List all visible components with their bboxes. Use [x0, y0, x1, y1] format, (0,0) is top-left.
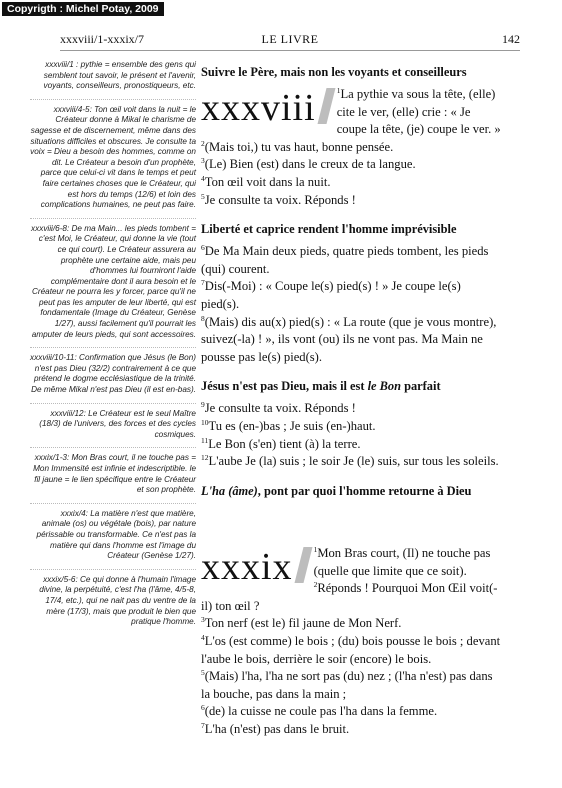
verse-text: Ton nerf (est le) fil jaune de Mon Nerf.: [204, 616, 402, 631]
verse: [201, 174, 501, 192]
note: xxxviii/10-11: Confirmation que Jésus (le Bon) n'est pas Dieu (32/2) contrairement à ce que prétend le dogme ecclésiastique de la trinité. De même Mikal n'est pas Dieu (il est en-bas).: [30, 353, 196, 403]
verse: [201, 615, 501, 633]
section-heading: Suivre le Père, mais non les voyants et conseilleurs: [201, 65, 467, 79]
verse-text: Ton œil voit dans la nuit.: [204, 174, 331, 189]
verse-text: , pont par quoi l'homme retourne à Dieu: [257, 483, 472, 498]
note: xxxix/4: La matière n'est que matière, animale (os) ou végétale (bois), par nature périssable ou transformable. Ce n'est pas la matière qui dans l'homme est l'image du Créateur (Genèse 1/27).: [30, 509, 196, 570]
verse-number: 5: [201, 191, 205, 201]
verse-number: 4: [201, 632, 205, 642]
verse-text: Dis(-Moi) : « Coupe le(s) pied(s) ! » Je coupe le(s) pied(s).: [201, 279, 461, 311]
note: xxxviii/12: Le Créateur est le seul Maître (18/3) de l'univers, des forces et des cycles cosmiques.: [30, 409, 196, 449]
verse: [201, 243, 501, 278]
verse: [201, 156, 501, 174]
book-title: LE LIVRE: [261, 32, 319, 46]
verse-text: Réponds ! Pourquoi Mon Œil voit(-il) ton œil ?: [201, 581, 498, 613]
note: xxxix/5-6: Ce qui donne à l'humain l'image divine, la perpétuité, c'est l'ha (l'âme, 4/5-8, 17/4, etc.), qui ne nait pas du ventre de la mère (17/3), mais que produit le bien que pratique l'homme.: [39, 574, 196, 627]
verse-number: 11: [201, 435, 209, 445]
verse-number: 3: [201, 156, 205, 166]
verse-text: De Ma Main deux pieds, quatre pieds tombent, les pieds (qui) courent.: [201, 244, 489, 276]
note: xxxix/1-3: Mon Bras court, il ne touche pas = Mon Immensité est infinie et indescriptible. le fil jaune = le lien spécifique entre le Créateur et son prophète.: [30, 453, 196, 503]
page-number: 142: [502, 32, 520, 46]
verse-text: (Le) Bien (est) dans le creux de ta langue.: [204, 157, 416, 172]
header-rule: [60, 50, 520, 51]
chapter-39: [201, 545, 501, 739]
verse-text: L'ha (n'est) pas dans le bruit.: [204, 721, 350, 736]
section-heading: Liberté et caprice rendent l'homme imprévisible: [201, 222, 457, 237]
verse: [201, 139, 501, 157]
verse-text: (Mais) l'ha, l'ha ne sort pas (du) nez ; (l'ha n'est) pas dans la bouche, pas dans la main ;: [201, 669, 493, 701]
section-heading: [201, 378, 501, 394]
verse-text: Je consulte ta voix. Réponds !: [204, 192, 356, 207]
verse-number: 1: [336, 86, 341, 95]
verse-text: (Mais toi,) tu vas haut, bonne pensée.: [204, 139, 394, 154]
page-header: [60, 32, 520, 48]
verse: [201, 314, 501, 367]
verse-number: 6: [201, 703, 205, 713]
verse-text: Je consulte ta voix. Réponds !: [204, 401, 356, 416]
note: xxxviii/6-8: De ma Main... les pieds tombent = c'est Moi, le Créateur, qui donne la vie (tout ce qui court). Le Créateur assurera au prophète une certaine aide, mais peu d'hommes lui fourniront l'aide complémentaire dont il aura besoin et le Créateur ne pourra les y forcer, parce qu'il ne peut pas les amputer de leur liberté, qui est fondamentale (Image du Créateur, Genèse 1/27), aussi facilement qu'il pourrait les amputer de leurs pieds, qui sont accessoires.: [30, 224, 196, 349]
verse-text: L'aube Je (la) suis ; le soir Je (le) suis, sur tous les soleils.: [208, 454, 499, 469]
note: xxxviii/4-5: Ton œil voit dans la nuit = le Créateur donne à Mikal le charisme de sagesse et de discernement, même dans des situations difficiles et obscures. Je consulte ta voix = Dieu a besoin des hommes, comme on dit. Le Créateur a besoin d'un prophète, parce que celui-ci vit dans le temps et peut faire certaines choses que le Créateur, qui est hors du temps (12/6) et loin des complications humaines, ne peut pas faire.: [30, 105, 196, 219]
note: xxxviii/1 : pythie = ensemble des gens qui semblent tout savoir, le présent et l'avenir, voyants, conseilleurs, pronostiqueurs, etc.: [30, 60, 196, 100]
verse: [201, 278, 501, 313]
verse-text: L'os (est comme) le bois ; (du) bois pousse le bois ; devant l'aube le bois, derrière le soir (encore) le bois.: [201, 633, 501, 666]
verse-number: 10: [201, 417, 209, 427]
verse: [201, 418, 501, 436]
verse-number: 4: [201, 173, 205, 183]
verse-number: 3: [201, 615, 205, 625]
verse-number: 1: [313, 545, 318, 554]
verse-number: 5: [201, 668, 205, 678]
verse-text: xxxviii: [201, 87, 316, 129]
verse-text: (Mais) dis au(x) pied(s) : « La route (que je vous montre), suivez(-la) ! », ils vont (ou) ils ne vont pas. Ma Main ne pousse pas le(s) pied(s).: [201, 314, 497, 364]
verse: [201, 400, 501, 418]
verse-text: La pythie va sous la tête, (elle) cite le ver, (elle) crie : « Je coupe la tête, (je) coupe le ver. »: [336, 87, 501, 137]
verse-number: 6: [201, 243, 205, 253]
verse: [201, 633, 501, 668]
verse-text: Tu es (en-)bas ; Je suis (en-)haut.: [208, 418, 376, 433]
verse-text: le Bon: [367, 379, 401, 394]
verse: [201, 436, 501, 454]
verse-text: L'ha (âme): [201, 483, 258, 498]
copyright-banner: Copyrigth : Michel Potay, 2009: [2, 2, 164, 16]
verse-text: (de) la cuisse ne coule pas l'ha dans la femme.: [204, 704, 438, 719]
verse-number: 2: [313, 580, 318, 590]
verse: [201, 703, 501, 721]
verse-number: 7: [201, 720, 205, 730]
sidebar-notes: [30, 60, 196, 640]
verse: [201, 668, 501, 703]
verse: [201, 721, 501, 739]
verse-number: 9: [201, 400, 205, 410]
chapter-numeral: [201, 87, 331, 129]
chapter-reference: xxxviii/1-xxxix/7: [60, 32, 144, 46]
verse-number: 8: [201, 313, 205, 323]
chapter-numeral: [201, 546, 308, 588]
verse: [201, 192, 501, 210]
verse-text: Le Bon (s'en) tient (à) la terre.: [208, 436, 361, 451]
chapter-38: [201, 64, 501, 505]
verse-text: Mon Bras court, (Il) ne touche pas (quelle que limite que ce soit).: [313, 546, 491, 578]
verse-number: 12: [201, 453, 209, 463]
verse: [201, 453, 501, 471]
verse-text: xxxix: [201, 546, 293, 588]
verse-text: Jésus n'est pas Dieu, mais il est: [201, 379, 368, 394]
verse-number: 2: [201, 138, 205, 148]
verse-number: 7: [201, 278, 205, 288]
section-heading: [201, 483, 501, 499]
verse-text: parfait: [401, 379, 441, 394]
